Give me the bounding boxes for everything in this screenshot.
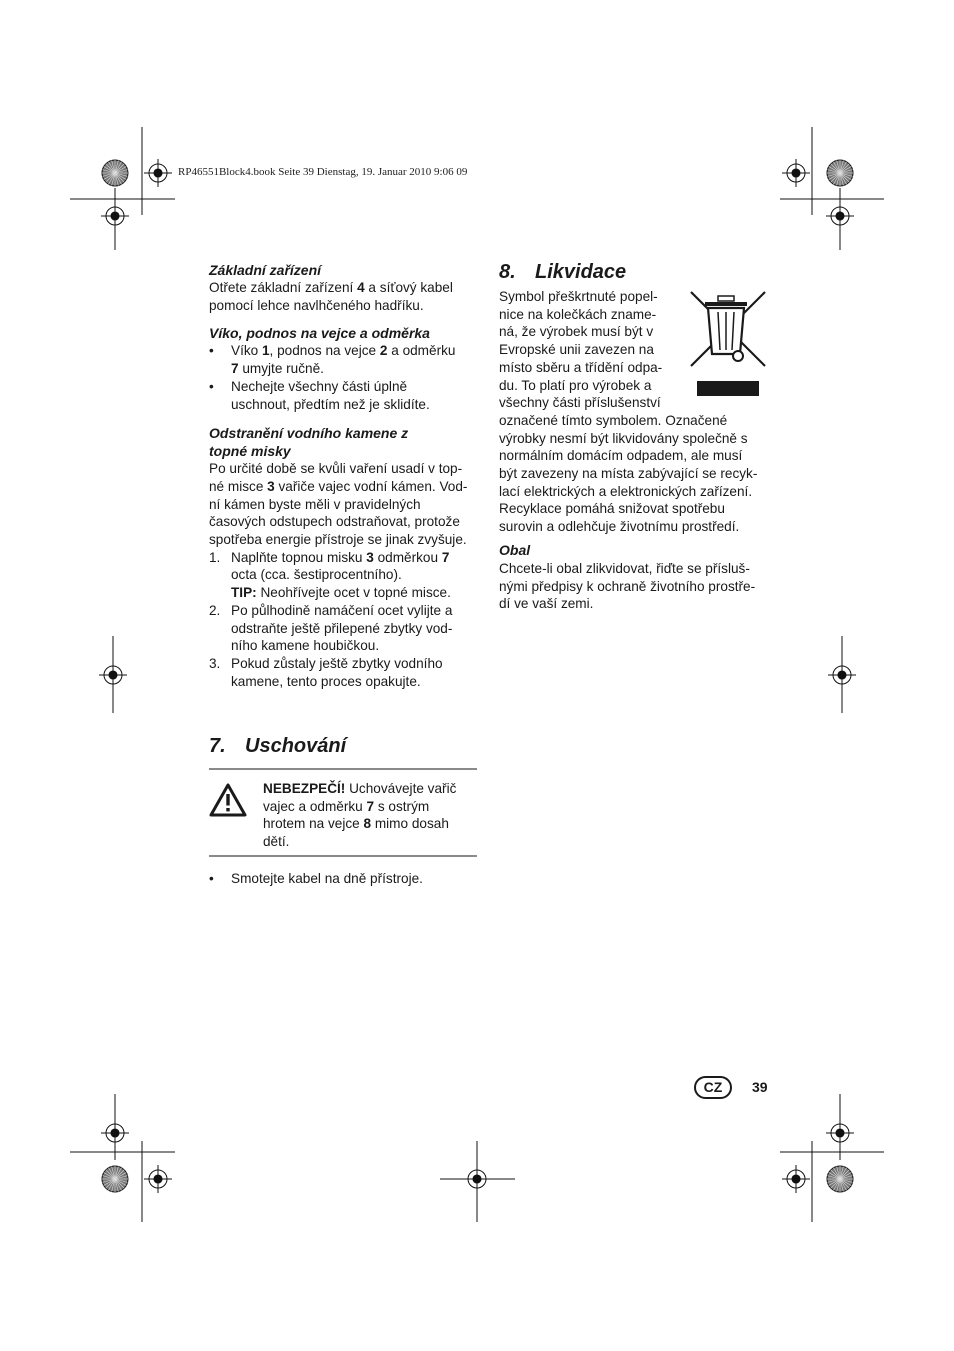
s1-text [209, 279, 484, 314]
obal-text [499, 560, 779, 613]
text-line: 7 umyjte ručně. [231, 361, 324, 377]
text-line: lací elektrických a elektronických zařízení. [499, 483, 753, 499]
text-line: časových odstupech odstraňovat, protože [209, 514, 460, 530]
text-line: ná, že výrobek musí být v [499, 324, 654, 340]
list-item: • Nechejte všechny části úplně uschnout, předtím než je sklidíte. [209, 378, 484, 413]
left-column [209, 261, 484, 690]
text-line: Víko 1, podnos na vejce 2 a odměrku [231, 343, 456, 359]
bullet-text: Smotejte kabel na dně přístroje. [231, 871, 423, 886]
text-line: du. To platí pro výrobek a [499, 377, 652, 393]
text-line: výrobky nesmí být likvidovány společně s [499, 430, 748, 446]
text-line: nice na kolečkách zname- [499, 306, 657, 322]
numbered-step [209, 602, 484, 655]
text-line: odstraňte ještě přilepené zbytky vod- [231, 620, 453, 636]
text-line: nými předpisy k ochraně životního prostře- [499, 578, 756, 594]
text-line: Nechejte všechny části úplně [231, 378, 408, 394]
s3-text [209, 460, 484, 549]
text-line: dí ve vaší zemi. [499, 596, 594, 612]
text-line: octa (cca. šestiprocentního). [231, 567, 402, 583]
chapter-7-heading [209, 735, 346, 758]
text-line: surovin a odlehčuje životnímu prostředí. [499, 519, 740, 535]
likvidace-text [499, 288, 779, 536]
numbered-step [209, 549, 484, 602]
text-line: Po půlhodině namáčení ocet vylijte a [231, 602, 453, 618]
section-title-obal: Obal [499, 542, 531, 558]
step-number: 2. [209, 602, 221, 618]
warning-icon [209, 783, 247, 822]
page-number: 39 [752, 1079, 768, 1095]
text-line: být zavezeny na místa zabývající se recyk- [499, 466, 758, 482]
chapter-number: 8. [499, 261, 516, 283]
section-title-viko: Víko, podnos na vejce a odměrka [209, 325, 430, 342]
text-line: Recyklace pomáhá snižovat spotřebu [499, 501, 725, 517]
text-line: hrotem na vejce 8 mimo dosah [263, 816, 449, 832]
list-item: • Smotejte kabel na dně přístroje. [209, 871, 423, 886]
text-line: né misce 3 vařiče vajec vodní kámen. Vod- [209, 478, 468, 494]
chapter-title: Uschování [245, 735, 347, 757]
section-title-zakladni: Základní zařízení [209, 262, 322, 278]
chapter-title: Likvidace [535, 261, 627, 283]
text-line: všechny části příslušenství [499, 395, 661, 411]
text-line: Pokud zůstaly ještě zbytky vodního [231, 655, 443, 671]
s3-steps [209, 549, 484, 691]
warning-bottom-rule [209, 855, 477, 857]
text-line: místo sběru a třídění odpa- [499, 359, 663, 375]
language-badge: CZ [694, 1076, 732, 1099]
text-line: vajec a odměrku 7 s ostrým [263, 798, 430, 814]
step-number: 3. [209, 655, 221, 671]
color-target-wheel-icon [102, 160, 128, 186]
warning-text [263, 780, 478, 851]
print-info-line: RP46551Block4.book Seite 39 Dienstag, 19. Januar 2010 9:06 09 [178, 166, 468, 178]
text-line: ního kamene houbičkou. [231, 638, 380, 654]
chapter-number: 7. [209, 735, 226, 757]
color-target-wheel-icon [827, 1166, 853, 1192]
s2-bullets [209, 342, 484, 413]
text-line: pomocí lehce navlhčeného hadříku. [209, 297, 424, 313]
text-line: normálním domácím odpadem, ale musí [499, 448, 743, 464]
text-line: označené tímto symbolem. Označené [499, 412, 728, 428]
text-line: NEBEZPEČÍ! Uchovávejte vařič [263, 781, 457, 796]
text-line: Evropské unii zavezen na [499, 342, 654, 358]
list-item: • Víko 1, podnos na vejce 2 a odměrku 7 umyjte ručně. [209, 342, 484, 377]
section-title-odstraneni [209, 424, 484, 460]
warning-top-rule [209, 768, 477, 770]
text-line: kamene, tento proces opakujte. [231, 673, 421, 689]
text-line: Po určité době se kvůli vaření usadí v top- [209, 461, 463, 477]
section-title-line: topné misky [209, 443, 291, 460]
color-target-wheel-icon [102, 1166, 128, 1192]
step-number: 1. [209, 549, 221, 565]
text-line: dětí. [263, 834, 290, 850]
text-line: TIP: Neohřívejte ocet v topné misce. [231, 585, 451, 601]
text-line: Chcete-li obal zlikvidovat, řiďte se přísluš- [499, 561, 750, 576]
chapter-8-heading [499, 261, 626, 284]
section-title-line: Odstranění vodního kamene z [209, 425, 409, 442]
text-line: spotřeba energie přístroje se jinak zvyšuje. [209, 532, 467, 548]
text-line: uschnout, předtím než je sklidíte. [231, 396, 430, 412]
text-line: ní kámen byste měli v pravidelných [209, 496, 421, 512]
text-line: Symbol přeškrtnuté popel- [499, 289, 658, 304]
numbered-step [209, 655, 484, 690]
color-target-wheel-icon [827, 160, 853, 186]
text-line: Otřete základní zařízení 4 a síťový kabel [209, 280, 453, 295]
text-line: Naplňte topnou misku 3 odměrkou 7 [231, 549, 450, 565]
